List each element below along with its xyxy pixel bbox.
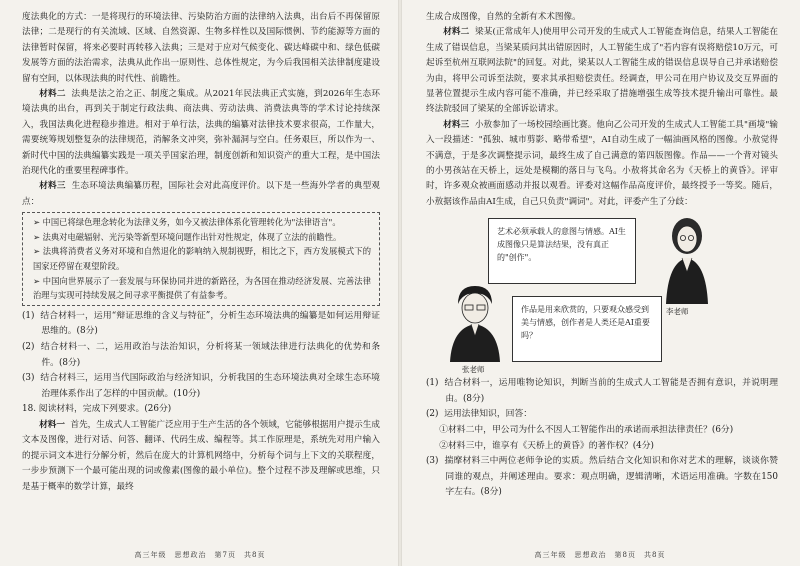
teacher-zhang-caption: 张老师 — [462, 365, 485, 375]
page-right — [400, 0, 800, 566]
text-line: 其命名为《天桥上的黄昏》。 — [648, 166, 761, 177]
text-line: 用户提示生成文本及图像，进行对话、问答、翻译、代码生成、编程等。其工 — [22, 420, 380, 446]
text-line: 户协议及交互界面的显著位置提示生成内容可能不准确，并已经采取了措施增强生成 — [426, 73, 778, 100]
q18-material-three-heading: 材料三 — [443, 119, 470, 130]
text-line: 格的图像。小敖觉得不满意，于是多次调整提示词，最终生成了自己满意的第四版图像。 — [426, 135, 778, 161]
page-footer-left: 高三年级 思想政治 第7页 共8页 — [134, 551, 266, 559]
scholar-opinion — [33, 230, 371, 245]
subquestion-number: (3) — [22, 373, 41, 384]
text-line: 法律技术要求很高，工作量大，需要统筹规划整复杂的法律规范，消解条文冲突， — [22, 119, 380, 146]
scholar-opinion — [33, 215, 371, 230]
text-line: 络中，分析每个词与上下文的关联程度，一步步预测下一个最可能出现的词或像素 — [22, 450, 380, 477]
text-line: 约能源等方面的法律暂时保留，将来必要时再转移入法典；三是对于应对气候变 — [22, 27, 380, 53]
text-line: 误将赔偿10万元，可起诉至杭州互联网法院"的回复。对此，梁某以人工智能生成的错误信息误导自 — [426, 42, 778, 69]
teacher-zhang-portrait — [444, 282, 506, 362]
text-line: 评审时，许多观众被画面感动并报以观看。评委对这幅作品高度评价，最终授 — [426, 166, 778, 192]
text-line: 小敖参加了一场校园绘画比赛。他向乙公司开发的生成式人工智能 — [474, 119, 727, 130]
question-17-subquestions — [22, 309, 380, 403]
material-three-text — [22, 181, 380, 206]
text-line: ➢ 中国已将绿色理念转化为法律义务，如今又被法律体系化管理转化为"法 — [33, 217, 304, 228]
material-one-continued — [22, 10, 380, 87]
text-line: 弥补漏洞与空白。任务艰巨，所以作为一、新时代中国的法典编纂实践是一项关乎国家 — [22, 135, 380, 161]
q18-material-two-text — [426, 27, 778, 114]
q18-question-2: (2) 运用法律知识，回答： — [426, 409, 533, 420]
subquestion — [22, 340, 380, 371]
text-line: 己并承诺赔偿为由，将甲公司诉至法院，要求其承担赔偿责任。经调查，甲公司在用 — [426, 58, 778, 84]
q18-material-three-text — [426, 120, 778, 207]
text-line: 方发展模式下的国家还停留在观望阶段。 — [33, 246, 371, 272]
speech-bubble-teacher-zhang: 作品是用来欣赏的，只要观众感受到美与情感，创作者是人类还是AI重要吗？ — [512, 296, 662, 362]
text-line: (图像的最小单位)。整个过程不涉及理解或思维，只是基于概率的数学计算，最终 — [22, 466, 380, 492]
text-line: 等技术提升输出可靠性。最终法院驳回了梁某的全部诉讼请求。 — [426, 89, 778, 115]
material-two — [22, 87, 380, 179]
text-line: 度法典化的方式：一是将现行的环境法律、污染防治方面的法律纳入法典，出台后不 — [22, 12, 346, 22]
subquestion-text: 结合材料一，运用“辩证思维的含义与特征”，分析生态环境法典的编纂是如何运用辩证思维的。(8分) — [40, 310, 380, 337]
teachers-debate-cartoon — [426, 212, 778, 374]
text-line: 律语言"。 — [303, 217, 341, 228]
q18-material-one-heading: 材料一 — [39, 420, 65, 430]
text-line: 的学术讨论持续深入，我国法典化进程稳步推进。相对于单行法，法典的编纂对 — [22, 104, 380, 130]
text-line: ➢ 法典将消费者义务对环境和自然退化的影响纳入规制视野，相比之下，西 — [33, 246, 313, 257]
text-line: 治理，制度创新和知识资产的重大工程，是中国法治现代化的重要里程碑事件。 — [22, 150, 380, 177]
text-line: 化、碳达峰碳中和、绿色低碳发展等方面的法治需求，法典从此作出一原则性、总 — [22, 42, 380, 69]
material-one-end: 生成合成图像，自然的全新有术术图像。 — [426, 12, 581, 22]
text-line: 予一等奖。随后，小敖据该作品由AI生成，自己只负责"调词"。对此，评委产生 — [426, 181, 778, 207]
text-line: 作原理是，系统先对用户输入的提示词文本进行分解分析，然后在庞大的计算机网 — [22, 435, 380, 461]
text-line: 生态环境法典编纂历程，国际社会对此高度评价。以下是一些海外学者 — [71, 181, 345, 192]
text-line: 了分歧： — [658, 196, 693, 207]
text-line: 再保留原法律；二是现行的有关流域、区域、自然资源、生物多样性以及国际惯例、节 — [22, 12, 380, 38]
q18-material-one-text — [22, 420, 380, 492]
text-line: 工具"画境"输入一段描述："孤独、城市剪影、略带希望"，AI自动生成了一幅油画风 — [426, 119, 778, 146]
text-line: 人工智能在生成了错误信息，当梁某质问其出错原因时，人工智能生成了"若内容有 — [426, 27, 778, 53]
subquestion-text: 结合材料三，运用当代国际政治与经济知识，分析我国的生态环境法典对全球生态环境治理体系作出了怎样的中国贡献。(10分) — [40, 373, 380, 399]
material-three — [22, 179, 380, 210]
material-three-heading: 材料三 — [39, 181, 66, 192]
text-line: ➢ 中国向世界展示了一套发展与环保协同并进的新路径，为各国在推动经 — [33, 275, 304, 286]
material-two-text — [22, 89, 380, 176]
speech-bubble-teacher-li: 艺术必须承载人的意图与情感。AI生成图像只是算法结果，没有真正的"创作"。 — [488, 218, 636, 284]
teacher-li-portrait — [658, 212, 716, 304]
q18-material-three — [426, 118, 778, 210]
text-line: 年生态环境法典的出台，再到关于制定行政法典、商法典、劳动法典、消费法典等 — [22, 89, 380, 115]
scholar-opinions-box — [22, 212, 380, 306]
q18-question-2b: ②材料三中，谁享有《天桥上的黄昏》的著作权？(4分) — [439, 440, 654, 451]
subquestion-number: (1) — [22, 310, 41, 321]
subquestion-number: (2) — [22, 342, 41, 353]
text-line: 梁某(正常成年人)使用甲公司开发的生成式人工智能查询信息，结果 — [475, 27, 735, 38]
subquestion-text: 结合材料一、二，运用政治与法治知识，分析将某一领域法律进行法典化的优势和条件。(8分) — [40, 342, 380, 368]
page-footer-right: 高三年级 思想政治 第8页 共8页 — [534, 551, 666, 559]
text-line: 体性规定，为今后我国相关法律制度建设留有空间，以体现法典的时代性、前瞻性。 — [22, 58, 380, 84]
text-line: 的典型观点： — [22, 181, 380, 207]
material-one-text — [22, 10, 380, 87]
q18-material-two-heading: 材料二 — [443, 27, 470, 38]
text-line: 的前瞻性。 — [299, 231, 342, 242]
text-line: 济发展、完善法律治理与实现可持续发展之间寻求平衡提供了有益参考。 — [33, 275, 371, 301]
question-18-heading: 18. 阅读材料，完成下列要求。(26分) — [22, 404, 172, 415]
text-line: 法典是法之治之正、制度之集成。从2021年民法典正式实施，到2026 — [71, 89, 345, 100]
q18-material-two — [426, 25, 778, 117]
q18-question-3: (3) 揣摩材料三中两位老师争论的实质。然后结合文化知识和你对艺术的理解，谈谈你赞同谁的观点，并阐述理由。要求：观点明确，逻辑清晰，术语运用准确。字数在150字左右。(8分) — [426, 456, 778, 498]
q18-question-2a: ①材料二中，甲公司为什么不因人工智能作出的承诺而承担法律责任？(6分) — [439, 425, 734, 436]
text-line: 作品——一个背对镜头的小男孩站在天桥上，远处是模糊的落日与飞鸟。小敖将 — [426, 150, 778, 177]
text-line: ➢ 法典对电磁辐射、光污染等新型环境问题作出针对性规定，体现了立法 — [33, 231, 300, 242]
q18-question-1: (1) 结合材料一，运用唯物论知识，判断当前的生成式人工智能是否拥有意识，并说明理由。(8分) — [426, 378, 778, 404]
q18-material-one — [22, 418, 380, 495]
text-line: 首先，生成式人工智能广泛应用于生产生活的各个领域，它能够根据 — [70, 420, 329, 430]
material-two-heading: 材料二 — [39, 89, 66, 100]
scholar-opinion — [33, 244, 371, 273]
subquestion — [22, 371, 380, 402]
subquestion — [22, 309, 380, 340]
teacher-li-caption: 李老师 — [666, 307, 689, 317]
scholar-opinion — [33, 274, 371, 303]
